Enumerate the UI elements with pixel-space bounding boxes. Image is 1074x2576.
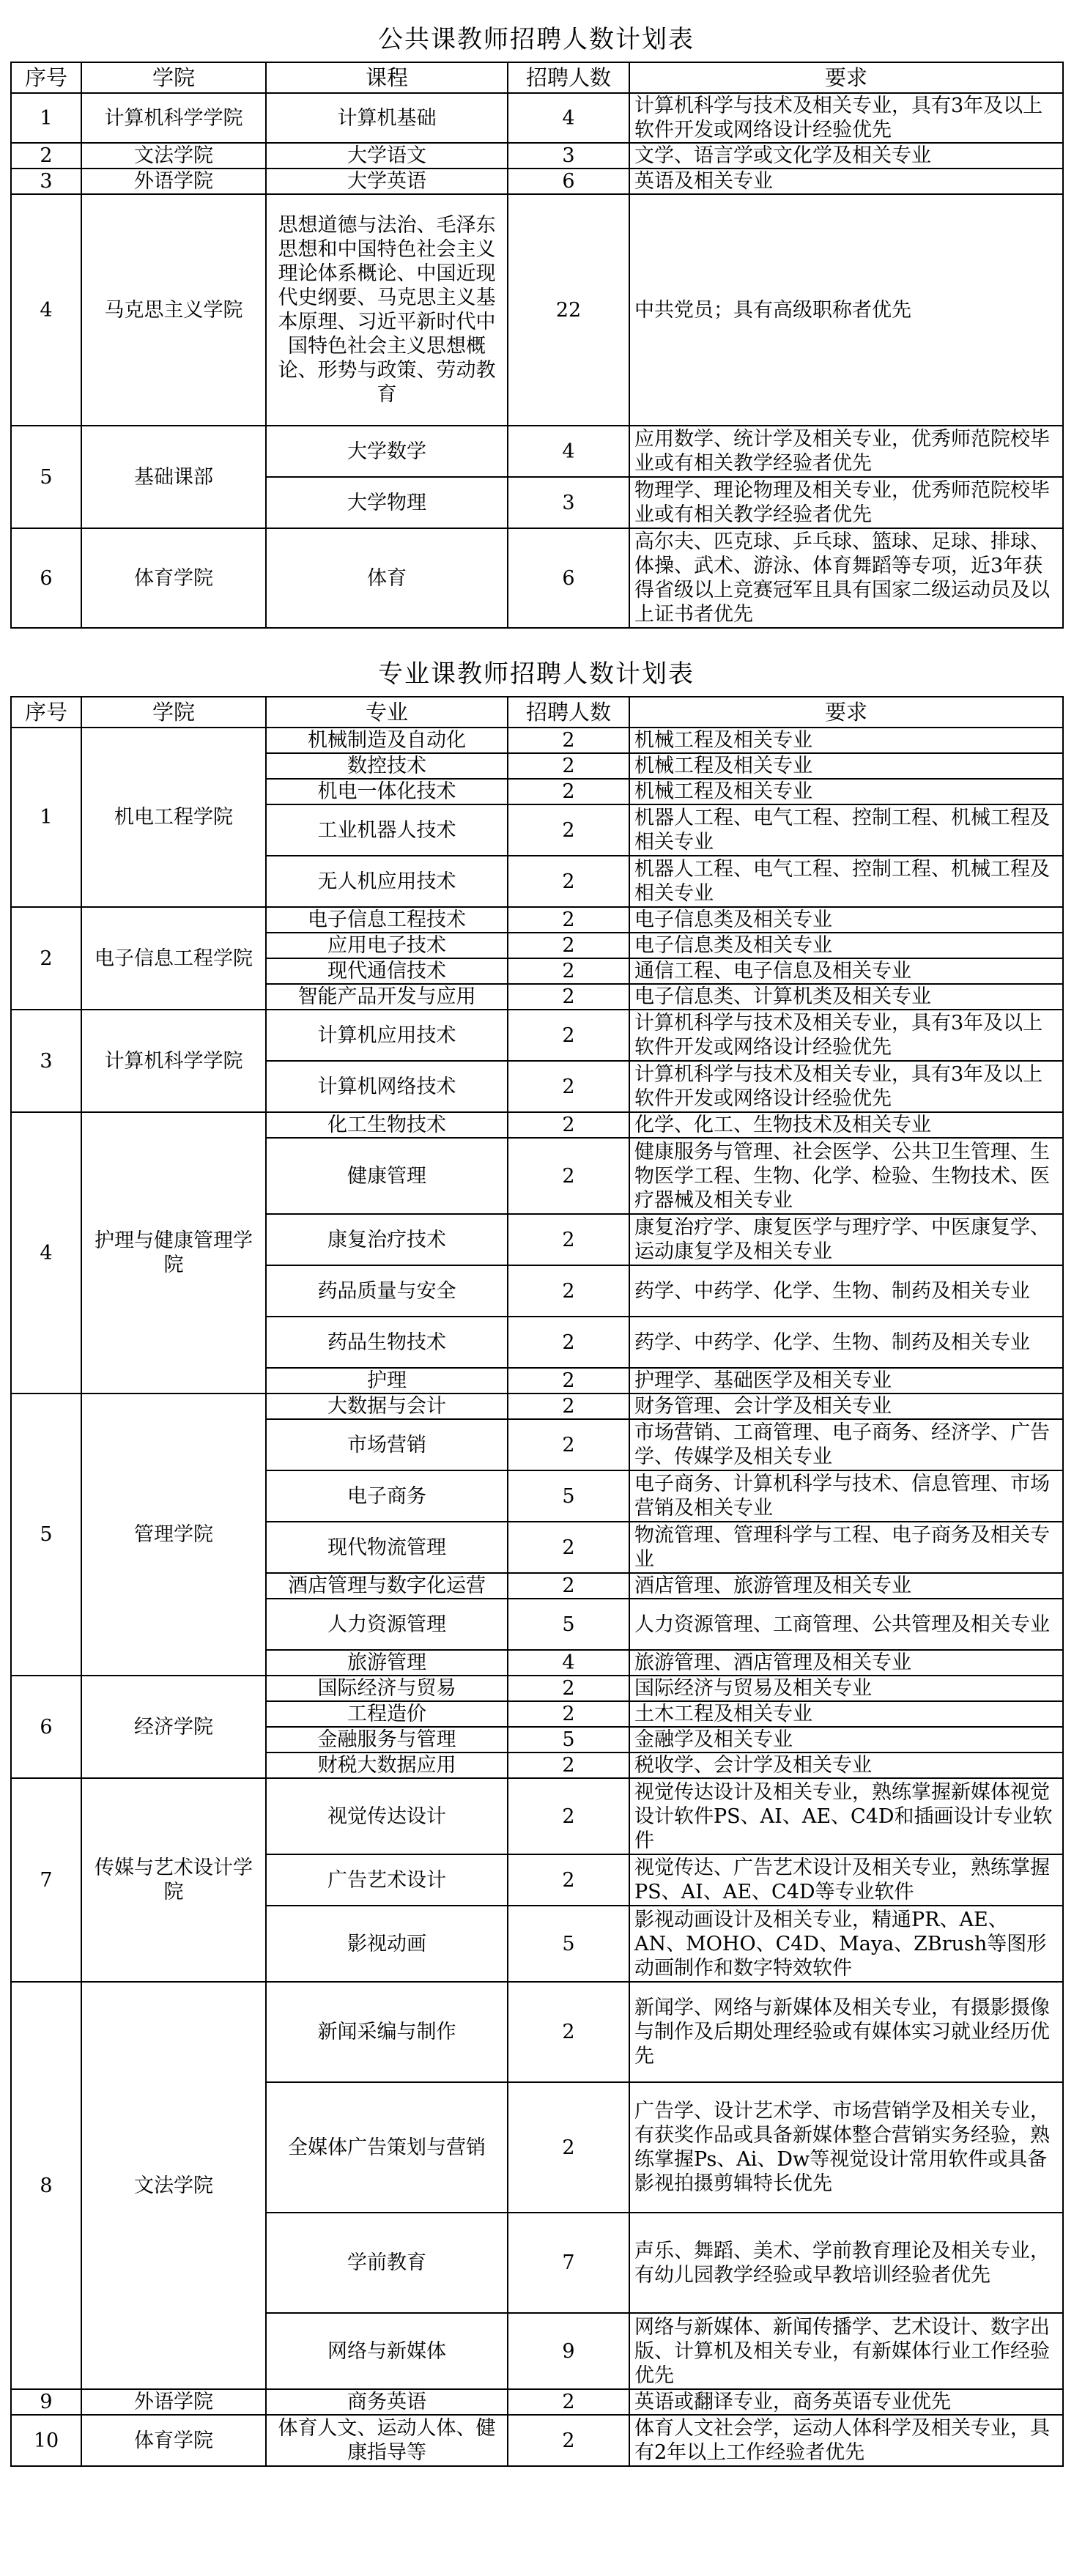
- table-row: [11, 93, 1063, 143]
- course-name: 全媒体广告策划与营销: [266, 2082, 508, 2213]
- hire-count: 2: [508, 958, 629, 984]
- requirement: 药学、中药学、化学、生物、制药及相关专业: [629, 1317, 1063, 1368]
- hire-count: 7: [508, 2213, 629, 2313]
- hire-count: 2: [508, 907, 629, 933]
- requirement: 英语或翻译专业，商务英语专业优先: [629, 2389, 1063, 2415]
- requirement: 土木工程及相关专业: [629, 1701, 1063, 1727]
- hire-count: 2: [508, 2389, 629, 2415]
- hire-count: 2: [508, 1394, 629, 1419]
- course-name: 康复治疗技术: [266, 1214, 508, 1265]
- requirement: 物理学、理论物理及相关专业，优秀师范院校毕业或有相关教学经验者优先: [629, 477, 1063, 528]
- hire-count: 2: [508, 1778, 629, 1854]
- table-row: [11, 1778, 1063, 1854]
- hire-count: 5: [508, 1906, 629, 1982]
- college-name: 传媒与艺术设计学院: [81, 1778, 266, 1982]
- requirement: 计算机科学与技术及相关专业，具有3年及以上软件开发或网络设计经验优先: [629, 1010, 1063, 1061]
- table-row: [11, 2415, 1063, 2466]
- table-row: [11, 1010, 1063, 1061]
- header-requirement: 要求: [629, 697, 1063, 728]
- header-row: [11, 697, 1063, 728]
- hire-count: 4: [508, 93, 629, 143]
- table-row: [11, 143, 1063, 169]
- requirement: 市场营销、工商管理、电子商务、经济学、广告学、传媒学及相关专业: [629, 1419, 1063, 1470]
- course-name: 国际经济与贸易: [266, 1676, 508, 1701]
- header-count: 招聘人数: [508, 62, 629, 93]
- course-name: 机电一体化技术: [266, 779, 508, 804]
- course-name: 计算机应用技术: [266, 1010, 508, 1061]
- hire-count: 2: [508, 1214, 629, 1265]
- hire-count: 2: [508, 1753, 629, 1778]
- college-name: 计算机科学学院: [81, 93, 266, 143]
- table-row: [11, 169, 1063, 194]
- course-name: 护理: [266, 1368, 508, 1394]
- course-name: 药品生物技术: [266, 1317, 508, 1368]
- table-row: [11, 907, 1063, 933]
- hire-count: 5: [508, 1727, 629, 1753]
- course-name: 市场营销: [266, 1419, 508, 1470]
- requirement: 化学、化工、生物技术及相关专业: [629, 1112, 1063, 1138]
- table-row: [11, 1112, 1063, 1138]
- row-number: 6: [11, 528, 81, 628]
- requirement: 广告学、设计艺术学、市场营销学及相关专业，有获奖作品或具备新媒体整合营销实务经验，熟练掌握Ps、Ai、Dw等视觉设计常用软件或具备影视拍摄剪辑特长优先: [629, 2082, 1063, 2213]
- hire-count: 2: [508, 728, 629, 753]
- requirement: 中共党员；具有高级职称者优先: [629, 194, 1063, 426]
- table-row: [11, 728, 1063, 753]
- table-row: [11, 426, 1063, 477]
- requirement: 网络与新媒体、新闻传播学、艺术设计、数字出版、计算机及相关专业，有新媒体行业工作经验优先: [629, 2313, 1063, 2389]
- course-name: 旅游管理: [266, 1650, 508, 1676]
- college-name: 体育学院: [81, 2415, 266, 2466]
- requirement: 电子信息类及相关专业: [629, 907, 1063, 933]
- requirement: 财务管理、会计学及相关专业: [629, 1394, 1063, 1419]
- course-name: 思想道德与法治、毛泽东思想和中国特色社会主义理论体系概论、中国近现代史纲要、马克思主义基本原理、习近平新时代中国特色社会主义思想概论、形势与政策、劳动教育: [266, 194, 508, 426]
- row-number: 4: [11, 194, 81, 426]
- hire-count: 5: [508, 1599, 629, 1650]
- table-row: [11, 1676, 1063, 1701]
- hire-count: 2: [508, 1010, 629, 1061]
- course-name: 现代物流管理: [266, 1522, 508, 1573]
- major-course-table: [10, 696, 1064, 2467]
- requirement: 机器人工程、电气工程、控制工程、机械工程及相关专业: [629, 856, 1063, 907]
- course-name: 数控技术: [266, 753, 508, 779]
- requirement: 高尔夫、匹克球、乒乓球、篮球、足球、排球、体操、武术、游泳、体育舞蹈等专项，近3年获得省级以上竞赛冠军且具有国家二级运动员及以上证书者优先: [629, 528, 1063, 628]
- requirement: 护理学、基础医学及相关专业: [629, 1368, 1063, 1394]
- header-no: 序号: [11, 62, 81, 93]
- requirement: 应用数学、统计学及相关专业，优秀师范院校毕业或有相关教学经验者优先: [629, 426, 1063, 477]
- college-name: 基础课部: [81, 426, 266, 528]
- header-row: [11, 62, 1063, 93]
- row-number: 8: [11, 1982, 81, 2389]
- course-name: 工业机器人技术: [266, 804, 508, 856]
- requirement: 药学、中药学、化学、生物、制药及相关专业: [629, 1265, 1063, 1317]
- hire-count: 2: [508, 1317, 629, 1368]
- hire-count: 3: [508, 143, 629, 169]
- hire-count: 3: [508, 477, 629, 528]
- course-name: 健康管理: [266, 1138, 508, 1214]
- row-number: 2: [11, 907, 81, 1010]
- row-number: 10: [11, 2415, 81, 2466]
- requirement: 机械工程及相关专业: [629, 779, 1063, 804]
- row-number: 9: [11, 2389, 81, 2415]
- row-number: 5: [11, 1394, 81, 1676]
- course-name: 大学英语: [266, 169, 508, 194]
- course-name: 金融服务与管理: [266, 1727, 508, 1753]
- hire-count: 22: [508, 194, 629, 426]
- requirement: 税收学、会计学及相关专业: [629, 1753, 1063, 1778]
- hire-count: 2: [508, 1982, 629, 2082]
- course-name: 影视动画: [266, 1906, 508, 1982]
- college-name: 马克思主义学院: [81, 194, 266, 426]
- hire-count: 2: [508, 753, 629, 779]
- row-number: 5: [11, 426, 81, 528]
- requirement: 人力资源管理、工商管理、公共管理及相关专业: [629, 1599, 1063, 1650]
- course-name: 应用电子技术: [266, 933, 508, 958]
- course-name: 计算机基础: [266, 93, 508, 143]
- hire-count: 2: [508, 779, 629, 804]
- table-row: [11, 2389, 1063, 2415]
- header-no: 序号: [11, 697, 81, 728]
- table-row: [11, 528, 1063, 628]
- course-name: 网络与新媒体: [266, 2313, 508, 2389]
- requirement: 英语及相关专业: [629, 169, 1063, 194]
- hire-count: 6: [508, 169, 629, 194]
- hire-count: 2: [508, 1265, 629, 1317]
- row-number: 3: [11, 169, 81, 194]
- college-name: 机电工程学院: [81, 728, 266, 907]
- college-name: 体育学院: [81, 528, 266, 628]
- header-course: 课程: [266, 62, 508, 93]
- row-number: 7: [11, 1778, 81, 1982]
- requirement: 文学、语言学或文化学及相关专业: [629, 143, 1063, 169]
- header-college: 学院: [81, 697, 266, 728]
- hire-count: 2: [508, 1112, 629, 1138]
- course-name: 电子信息工程技术: [266, 907, 508, 933]
- requirement: 电子信息类、计算机类及相关专业: [629, 984, 1063, 1010]
- course-name: 智能产品开发与应用: [266, 984, 508, 1010]
- requirement: 健康服务与管理、社会医学、公共卫生管理、生物医学工程、生物、化学、检验、生物技术、医疗器械及相关专业: [629, 1138, 1063, 1214]
- requirement: 康复治疗学、康复医学与理疗学、中医康复学、运动康复学及相关专业: [629, 1214, 1063, 1265]
- requirement: 视觉传达、广告艺术设计及相关专业，熟练掌握PS、AI、AE、C4D等专业软件: [629, 1854, 1063, 1906]
- course-name: 化工生物技术: [266, 1112, 508, 1138]
- college-name: 外语学院: [81, 169, 266, 194]
- requirement: 电子商务、计算机科学与技术、信息管理、市场营销及相关专业: [629, 1470, 1063, 1522]
- course-name: 工程造价: [266, 1701, 508, 1727]
- course-name: 视觉传达设计: [266, 1778, 508, 1854]
- requirement: 通信工程、电子信息及相关专业: [629, 958, 1063, 984]
- hire-count: 2: [508, 984, 629, 1010]
- course-name: 计算机网络技术: [266, 1061, 508, 1112]
- course-name: 新闻采编与制作: [266, 1982, 508, 2082]
- course-name: 大数据与会计: [266, 1394, 508, 1419]
- hire-count: 2: [508, 804, 629, 856]
- course-name: 商务英语: [266, 2389, 508, 2415]
- hire-count: 2: [508, 2082, 629, 2213]
- hire-count: 4: [508, 426, 629, 477]
- hire-count: 4: [508, 1650, 629, 1676]
- hire-count: 2: [508, 933, 629, 958]
- requirement: 金融学及相关专业: [629, 1727, 1063, 1753]
- course-name: 机械制造及自动化: [266, 728, 508, 753]
- row-number: 2: [11, 143, 81, 169]
- public-course-table-title: 公共课教师招聘人数计划表: [378, 25, 695, 54]
- hire-count: 2: [508, 1419, 629, 1470]
- requirement: 视觉传达设计及相关专业，熟练掌握新媒体视觉设计软件PS、AI、AE、C4D和插画设计专业软件: [629, 1778, 1063, 1854]
- major-course-table-title: 专业课教师招聘人数计划表: [378, 659, 695, 689]
- table-row: [11, 1982, 1063, 2082]
- requirement: 机器人工程、电气工程、控制工程、机械工程及相关专业: [629, 804, 1063, 856]
- college-name: 护理与健康管理学院: [81, 1112, 266, 1394]
- course-name: 大学语文: [266, 143, 508, 169]
- row-number: 1: [11, 93, 81, 143]
- row-number: 4: [11, 1112, 81, 1394]
- course-name: 人力资源管理: [266, 1599, 508, 1650]
- hire-count: 2: [508, 1138, 629, 1214]
- requirement: 国际经济与贸易及相关专业: [629, 1676, 1063, 1701]
- course-name: 现代通信技术: [266, 958, 508, 984]
- course-name: 酒店管理与数字化运营: [266, 1573, 508, 1599]
- course-name: 大学物理: [266, 477, 508, 528]
- hire-count: 2: [508, 1368, 629, 1394]
- course-name: 体育人文、运动人体、健康指导等: [266, 2415, 508, 2466]
- course-name: 电子商务: [266, 1470, 508, 1522]
- course-name: 学前教育: [266, 2213, 508, 2313]
- requirement: 电子信息类及相关专业: [629, 933, 1063, 958]
- hire-count: 2: [508, 1854, 629, 1906]
- hire-count: 2: [508, 1701, 629, 1727]
- hire-count: 9: [508, 2313, 629, 2389]
- requirement: 计算机科学与技术及相关专业，具有3年及以上软件开发或网络设计经验优先: [629, 1061, 1063, 1112]
- college-name: 经济学院: [81, 1676, 266, 1778]
- hire-count: 2: [508, 1573, 629, 1599]
- college-name: 计算机科学学院: [81, 1010, 266, 1112]
- requirement: 声乐、舞蹈、美术、学前教育理论及相关专业，有幼儿园教学经验或早教培训经验者优先: [629, 2213, 1063, 2313]
- requirement: 旅游管理、酒店管理及相关专业: [629, 1650, 1063, 1676]
- row-number: 6: [11, 1676, 81, 1778]
- course-name: 大学数学: [266, 426, 508, 477]
- requirement: 酒店管理、旅游管理及相关专业: [629, 1573, 1063, 1599]
- header-count: 招聘人数: [508, 697, 629, 728]
- hire-count: 2: [508, 856, 629, 907]
- college-name: 电子信息工程学院: [81, 907, 266, 1010]
- table-row: [11, 1394, 1063, 1419]
- header-course: 专业: [266, 697, 508, 728]
- table-row: [11, 194, 1063, 426]
- course-name: 财税大数据应用: [266, 1753, 508, 1778]
- header-requirement: 要求: [629, 62, 1063, 93]
- requirement: 机械工程及相关专业: [629, 753, 1063, 779]
- hire-count: 2: [508, 1061, 629, 1112]
- requirement: 物流管理、管理科学与工程、电子商务及相关专业: [629, 1522, 1063, 1573]
- public-course-table: [10, 62, 1064, 629]
- hire-count: 2: [508, 1522, 629, 1573]
- course-name: 广告艺术设计: [266, 1854, 508, 1906]
- requirement: 新闻学、网络与新媒体及相关专业，有摄影摄像与制作及后期处理经验或有媒体实习就业经历优先: [629, 1982, 1063, 2082]
- row-number: 3: [11, 1010, 81, 1112]
- hire-count: 5: [508, 1470, 629, 1522]
- course-name: 无人机应用技术: [266, 856, 508, 907]
- college-name: 管理学院: [81, 1394, 266, 1676]
- college-name: 文法学院: [81, 1982, 266, 2389]
- course-name: 体育: [266, 528, 508, 628]
- requirement: 体育人文社会学，运动人体科学及相关专业，具有2年以上工作经验者优先: [629, 2415, 1063, 2466]
- college-name: 外语学院: [81, 2389, 266, 2415]
- hire-count: 2: [508, 2415, 629, 2466]
- requirement: 机械工程及相关专业: [629, 728, 1063, 753]
- college-name: 文法学院: [81, 143, 266, 169]
- hire-count: 2: [508, 1676, 629, 1701]
- requirement: 计算机科学与技术及相关专业，具有3年及以上软件开发或网络设计经验优先: [629, 93, 1063, 143]
- hire-count: 6: [508, 528, 629, 628]
- course-name: 药品质量与安全: [266, 1265, 508, 1317]
- requirement: 影视动画设计及相关专业，精通PR、AE、AN、MOHO、C4D、Maya、ZBrush等图形动画制作和数字特效软件: [629, 1906, 1063, 1982]
- row-number: 1: [11, 728, 81, 907]
- header-college: 学院: [81, 62, 266, 93]
